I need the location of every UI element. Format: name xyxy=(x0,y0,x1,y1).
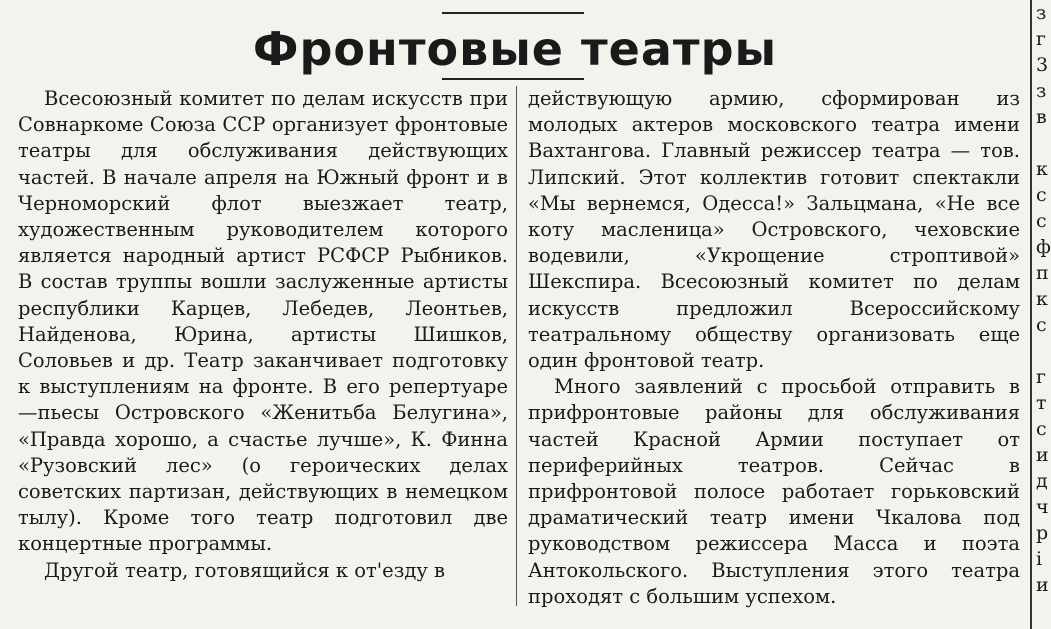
adjacent-column-fragment: з г 3 з в к с с ф п к с г т с и д ч р і и xyxy=(1036,2,1051,596)
column-border xyxy=(1030,0,1032,629)
paragraph: действующую армию, сформирован из молодых актеров московского театра имени Вахтангова. Главный режиссер театра — тов. Липский. Этот коллектив готовит спектакли «Мы вернемся, Одесса!» Зальцмана, «Не все коту масленица» Островского, чеховские водевили, «Укрощение строптивой» Шекспира. Всесоюзный комитет по делам искусств предложил Всероссийскому театральному обществу организовать еще один фронтовой театр. xyxy=(528,87,1020,373)
paragraph: Другой театр, готовящийся к от'езду в xyxy=(44,558,445,582)
left-column xyxy=(18,86,508,584)
column-divider xyxy=(516,86,517,606)
right-column xyxy=(528,86,1020,610)
paragraph: Всесоюзный комитет по делам искусств при Совнаркоме Союза ССР организует фронтовые театры для обслуживания действующих частей. В начале апреля на Южный фронт и в Черноморский флот выезжает театр, художественным руководителем которого является народный артист РСФСР Рыбников. В состав труппы вошли заслуженные артисты республики Карцев, Лебедев, Леонтьев, Найденова, Юрина, артисты Шишков, Соловьев и др. Театр заканчивает подготовку к выступлениям на фронте. В его репертуаре—пьесы Островского «Женитьба Белугина», «Правда хорошо, а счастье лучше», К. Финна «Рузовский лес» (о героических делах советских партизан, действующих в немецком тылу). Кроме того театр подготовил две концертные программы. xyxy=(18,87,508,556)
title-rule xyxy=(442,78,584,80)
paragraph: Много заявлений с просьбой отправить в прифронтовые районы для обслуживания частей Красной Армии поступает от периферийных театров. Сейчас в прифронтовой полосе работает горьковский драматический театр имени Чкалова под руководством режиссера Масса и поэта Антокольского. Выступления этого театра проходят с большим успехом. xyxy=(528,375,1020,608)
top-rule xyxy=(442,12,584,14)
article-title: Фронтовые театры xyxy=(252,22,778,76)
